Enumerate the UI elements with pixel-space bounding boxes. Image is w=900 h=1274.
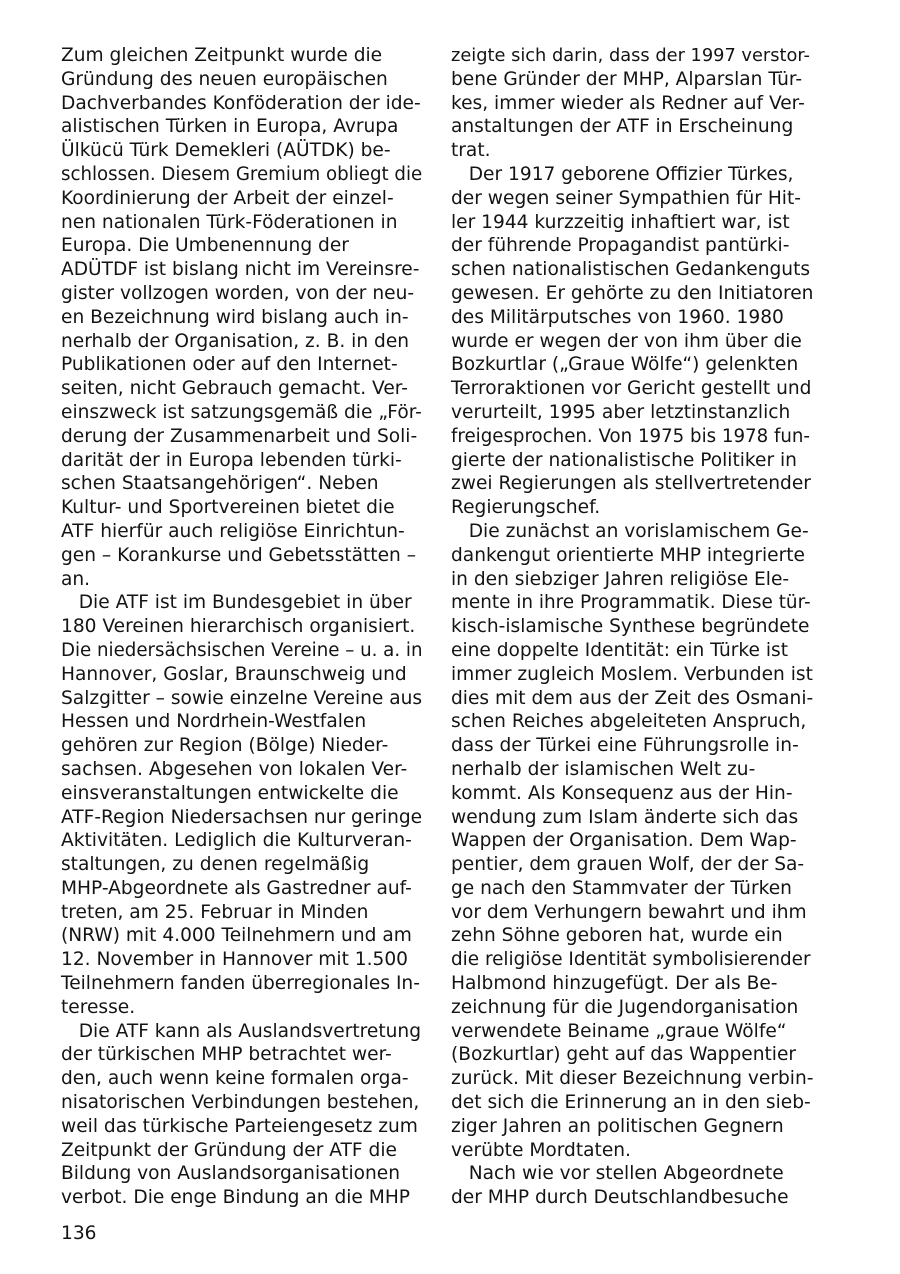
text-line: einszweck ist satzungsgemäß die „För- (61, 401, 422, 423)
text-line: Bildung von Auslandsorganisationen (61, 1163, 401, 1185)
text-line: weil das türkische Parteiengesetz zum (61, 1115, 418, 1137)
text-line: Dachverbandes Konföderation der ide- (61, 92, 421, 114)
text-line: alistischen Türken in Europa, Avrupa (61, 116, 399, 138)
text-line: des Militärputsches von 1960. 1980 (451, 306, 784, 328)
text-line: freigesprochen. Von 1975 bis 1978 fun- (451, 425, 810, 447)
text-line: verbot. Die enge Bindung an die MHP (61, 1187, 411, 1209)
text-line: kes, immer wieder als Redner auf Ver- (451, 92, 805, 114)
text-line: Die ATF ist im Bundesgebiet in über (61, 592, 412, 614)
text-line: kisch-islamische Synthese begründete (451, 616, 810, 638)
text-line: gen – Korankurse und Gebetsstätten – (61, 544, 417, 566)
text-line: teresse. (61, 996, 136, 1018)
text-line: nerhalb der islamischen Welt zu- (451, 758, 756, 780)
text-line: kommt. Als Konsequenz aus der Hin- (451, 782, 793, 804)
text-line: der türkischen MHP betrachtet wer- (61, 1044, 392, 1066)
text-line: Hannover, Goslar, Braunschweig und (61, 663, 407, 685)
text-line: eine doppelte Identität: ein Türke ist (451, 639, 789, 661)
text-line: Gründung des neuen europäischen (61, 68, 388, 90)
text-line: Salzgitter – sowie einzelne Vereine aus (61, 687, 423, 709)
text-line: zwei Regierungen als stellvertretender (451, 473, 811, 495)
text-line: ziger Jahren an politischen Gegnern (451, 1115, 784, 1137)
text-line: Der 1917 geborene Offizier Türkes, (451, 163, 794, 185)
text-line: en Bezeichnung wird bislang auch in- (61, 306, 409, 328)
text-line: an. (61, 568, 91, 590)
text-line: MHP-Abgeordnete als Gastredner auf- (61, 877, 412, 899)
text-line: mente in ihre Programmatik. Diese tür- (451, 592, 811, 614)
text-line: Publikationen oder auf den Internet- (61, 354, 398, 376)
text-line: gierte der nationalistische Politiker in (451, 449, 797, 471)
text-line: zehn Söhne geboren hat, wurde ein (451, 925, 783, 947)
text-line: 12. November in Hannover mit 1.500 (61, 949, 409, 971)
text-line: den, auch wenn keine formalen orga- (61, 1068, 409, 1090)
text-line: 180 Vereinen hierarchisch organisiert. (61, 616, 416, 638)
text-line: Die niedersächsischen Vereine – u. a. in (61, 639, 423, 661)
text-line: vor dem Verhungern bewahrt und ihm (451, 901, 807, 923)
text-line: pentier, dem grauen Wolf, der der Sa- (451, 854, 805, 876)
text-line: Die zunächst an vorislamischem Ge- (451, 520, 809, 542)
text-line: Nach wie vor stellen Abgeordnete (451, 1163, 784, 1185)
text-line: Die ATF kann als Auslandsvertretung (61, 1020, 422, 1042)
text-line: dies mit dem aus der Zeit des Osmani- (451, 687, 814, 709)
text-line: schlossen. Diesem Gremium obliegt die (61, 163, 423, 185)
text-line: ATF-Region Niedersachsen nur geringe (61, 806, 423, 828)
text-line: gister vollzogen worden, von der neu- (61, 282, 415, 304)
text-line: ADÜTDF ist bislang nicht im Vereinsre- (61, 259, 420, 281)
text-line: Kultur- und Sportvereinen bietet die (61, 497, 395, 519)
text-line: verübte Mordtaten. (451, 1139, 631, 1161)
text-line: anstaltungen der ATF in Erscheinung (451, 116, 794, 138)
text-line: Regierungschef. (451, 497, 601, 519)
text-line: der wegen seiner Sympathien für Hit- (451, 187, 801, 209)
left-text-column (61, 44, 423, 1210)
text-line: immer zugleich Moslem. Verbunden ist (451, 663, 813, 685)
text-line: sachsen. Abgesehen von lokalen Ver- (61, 758, 408, 780)
text-line: schen Staatsangehörigen“. Neben (61, 473, 379, 495)
text-line: (NRW) mit 4.000 Teilnehmern und am (61, 925, 412, 947)
text-line: Bozkurtlar („Graue Wölfe“) gelenkten (451, 354, 799, 376)
text-line: schen Reiches abgeleiteten Anspruch, (451, 711, 807, 733)
text-line: Terroraktionen vor Gericht gestellt und (451, 378, 812, 400)
text-line: darität der in Europa lebenden türki- (61, 449, 402, 471)
text-line: wendung zum Islam änderte sich das (451, 806, 799, 828)
text-line: Teilnehmern fanden überregionales In- (61, 973, 420, 995)
text-line: trat. (451, 140, 491, 162)
text-line: Zum gleichen Zeitpunkt wurde die (61, 45, 383, 66)
text-line: det sich die Erinnerung an in den sieb- (451, 1092, 811, 1114)
text-line: derung der Zusammenarbeit und Soli- (61, 425, 418, 447)
text-line: der MHP durch Deutschlandbesuche (451, 1187, 789, 1209)
text-line: (Bozkurtlar) geht auf das Wappentier (451, 1044, 797, 1066)
right-text-column (451, 44, 813, 1210)
text-line: verurteilt, 1995 aber letztinstanzlich (451, 401, 791, 423)
text-line: Aktivitäten. Lediglich die Kulturveran- (61, 830, 412, 852)
text-line: dass der Türkei eine Führungsrolle in- (451, 735, 799, 757)
text-line: bene Gründer der MHP, Alparslan Tür- (451, 68, 803, 90)
text-line: nerhalb der Organisation, z. B. in den (61, 330, 410, 352)
text-line: der führende Propagandist pantürki- (451, 235, 790, 257)
text-line: gewesen. Er gehörte zu den Initiatoren (451, 282, 814, 304)
text-line: die religiöse Identität symbolisierender (451, 949, 811, 971)
text-line: Koordinierung der Arbeit der einzel- (61, 187, 394, 209)
text-line: staltungen, zu denen regelmäßig (61, 854, 370, 876)
text-line: ATF hierfür auch religiöse Einrichtun- (61, 520, 405, 542)
text-line: Hessen und Nordrhein-Westfalen (61, 711, 367, 733)
text-line: zeichnung für die Jugendorganisation (451, 996, 799, 1018)
text-line: einsveranstaltungen entwickelte die (61, 782, 399, 804)
text-line: verwendete Beiname „graue Wölfe“ (451, 1020, 787, 1042)
text-line: Ülkücü Türk Demekleri (AÜTDK) be- (61, 140, 391, 162)
text-line: treten, am 25. Februar in Minden (61, 901, 369, 923)
text-line: seiten, nicht Gebrauch gemacht. Ver- (61, 378, 408, 400)
text-line: Wappen der Organisation. Dem Wap- (451, 830, 797, 852)
text-line: in den siebziger Jahren religiöse Ele- (451, 568, 790, 590)
text-line: zurück. Mit dieser Bezeichnung verbin- (451, 1068, 814, 1090)
text-line: Zeitpunkt der Gründung der ATF die (61, 1139, 397, 1161)
text-line: nen nationalen Türk-Föderationen in (61, 211, 398, 233)
page-number: 136 (61, 1223, 97, 1244)
text-line: schen nationalistischen Gedankenguts (451, 259, 811, 281)
text-line: gehören zur Region (Bölge) Nieder- (61, 735, 389, 757)
text-line: zeigte sich darin, dass der 1997 verstor- (451, 45, 810, 66)
text-line: wurde er wegen der von ihm über die (451, 330, 802, 352)
text-line: nisatorischen Verbindungen bestehen, (61, 1092, 420, 1114)
text-line: Halbmond hinzugefügt. Der als Be- (451, 973, 778, 995)
text-line: ge nach den Stammvater der Türken (451, 877, 792, 899)
text-line: dankengut orientierte MHP integrierte (451, 544, 805, 566)
text-line: ler 1944 kurzzeitig inhaftiert war, ist (451, 211, 790, 233)
text-line: Europa. Die Umbenennung der (61, 235, 349, 257)
